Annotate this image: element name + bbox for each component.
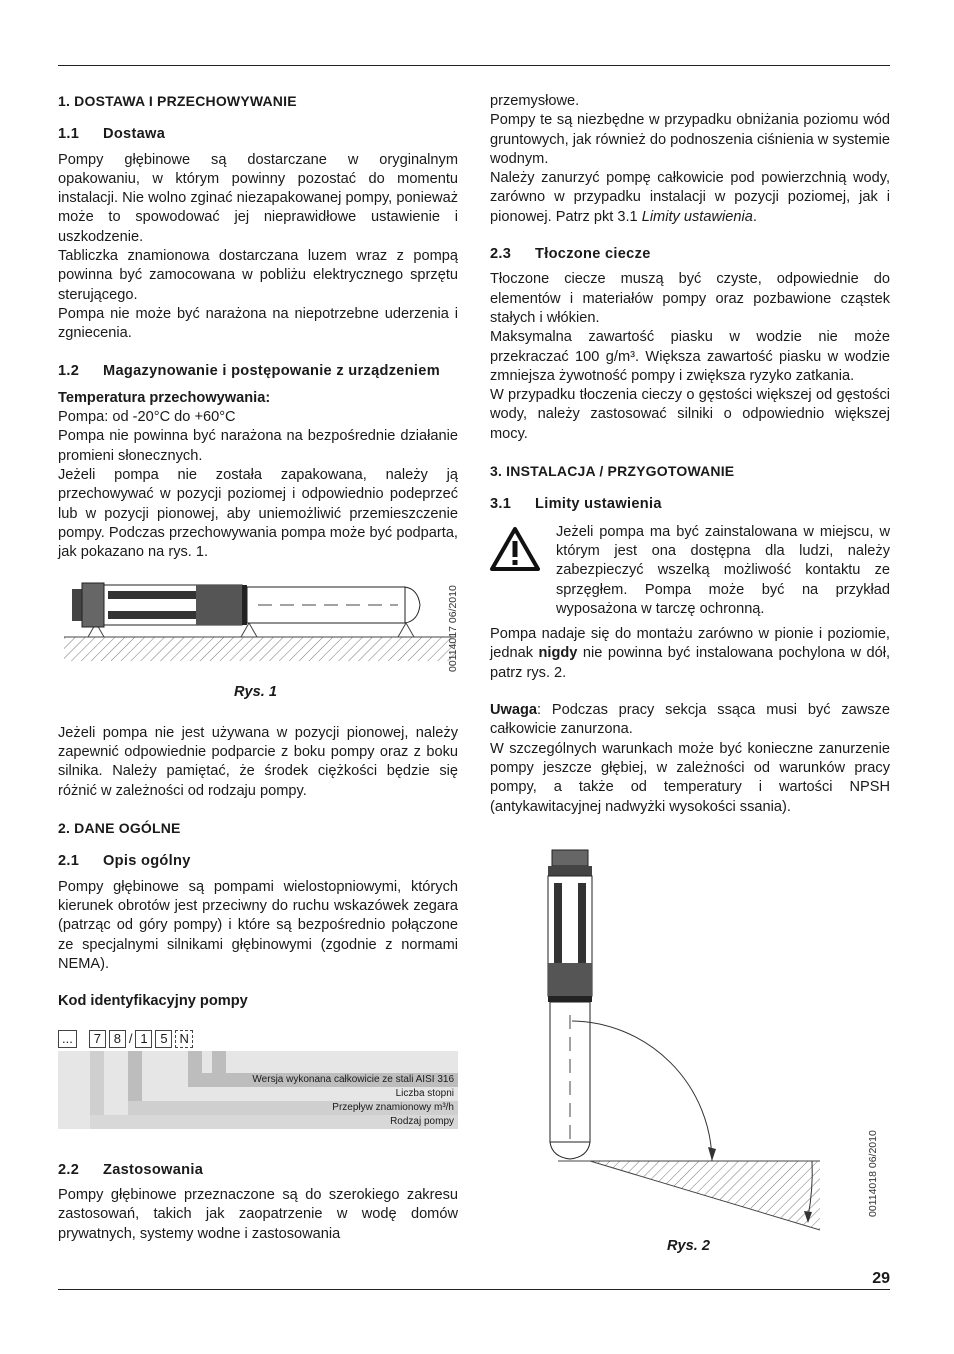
section-number: 2.2	[58, 1161, 80, 1178]
paragraph: przemysłowe.	[490, 93, 580, 109]
note-label: Uwaga	[490, 702, 538, 719]
paragraph: Tabliczka znamionowa dostarczana luzem wraz z pompą powinna być zamocowana w pobliżu elektrycznego sprzętu sterującego.	[58, 248, 458, 303]
paragraph: W szczególnych warunkach może być konieczne zanurzenie pompy jeszcze głębiej, w zależności od warunków pracy pompy, a także od temperatury i wartości NPSH (antykawitacyjnej nadwyżki wysokości ssania).	[490, 740, 890, 815]
top-rule	[58, 65, 890, 66]
paragraph: Pompy te są niezbędne w przypadku obniżania poziomu wód gruntowych, jak również do podnoszenia ciśnienia w systemie wodnym.	[490, 112, 890, 167]
code-row	[58, 1029, 458, 1048]
paragraph: Jeżeli pompa nie jest używana w pozycji pionowej, należy zapewnić odpowiednie podparcie z boku pompy oraz z boku silnika. Należy pamiętać, że środek ciężkości będzie się różnić w zależności od rodzaju pompy.	[58, 724, 458, 799]
note-text: : Podczas pracy sekcja ssąca musi być zawsze całkowicie zanurzona.	[490, 702, 890, 738]
vertical-pump-drawing	[490, 845, 890, 1235]
section-2-title: 2. DANE OGÓLNE	[58, 820, 181, 837]
section-number: 1.2	[58, 362, 80, 379]
section-1-1-heading	[58, 125, 458, 144]
section-1-2-title: Magazynowanie i postępowanie z urządzeniem	[103, 362, 440, 379]
section-1-1-title: Dostawa	[103, 126, 166, 143]
page-number: 29	[872, 1270, 890, 1287]
paragraph: W przypadku tłoczenia cieczy o gęstości większej od gęstości wody, należy zastosować silniki o odpowiednio większej mocy.	[490, 387, 890, 442]
code-legend	[58, 1051, 458, 1147]
figure-1-code: 00114017 06/2010	[447, 584, 459, 672]
legend-item: Liczba stopni	[395, 1087, 454, 1099]
right-column	[490, 92, 890, 817]
cross-reference: Limity ustawienia	[641, 208, 753, 225]
section-3-title: 3. INSTALACJA / PRZYGOTOWANIE	[490, 463, 735, 480]
legend-item: Rodzaj pompy	[390, 1115, 454, 1127]
paragraph: Maksymalna zawartość piasku w wodzie nie może przekraczać 100 g/m³. Większa zawartość piasku w wodzie zmniejsza żywotność pompy i zwiększa ryzyko zatkania.	[490, 329, 890, 384]
section-2-1-heading	[58, 852, 458, 871]
temp-label: Temperatura przechowywania:	[58, 389, 271, 406]
section-number: 1.1	[58, 126, 80, 143]
legend-item: Przepływ znamionowy m³/h	[332, 1101, 454, 1113]
code-title: Kod identyfikacyjny pompy	[58, 993, 248, 1010]
figure-1	[58, 575, 458, 697]
paragraph: Pompy głębinowe są pompami wielostopniowymi, których kierunek obrotów jest przeciwny do ruchu wskazówek zegara (patrząc od góry pompy) i które są bezpośrednio połączone ze specjalnymi silnikami głębinowymi (zgodnie z normami NEMA).	[58, 878, 458, 972]
section-2-3-heading	[490, 245, 890, 264]
text-run: Należy zanurzyć pompę całkowicie pod powierzchnią wody, zarówno w przypadku instalacji w pozycji poziomej, jak i pionowej. Patrz pkt 3.1	[490, 170, 890, 225]
code-box: 5	[155, 1030, 172, 1048]
note	[490, 701, 890, 740]
figure-1-caption: Rys. 1	[234, 683, 277, 700]
figure-2-caption: Rys. 2	[667, 1238, 710, 1254]
paragraph: Pompa nie powinna być narażona na bezpośrednie działanie promieni słonecznych.	[58, 428, 458, 464]
section-2-1-title: Opis ogólny	[103, 853, 191, 870]
section-number: 2.3	[490, 246, 512, 263]
text-run: Pompa nadaje się do montażu zarówno w pionie i poziomie, jednak	[490, 626, 890, 662]
code-separator: /	[128, 1031, 133, 1047]
section-3-1-heading	[490, 495, 890, 514]
paragraph: Pompy głębinowe przeznaczone są do szerokiego zakresu zastosowań, takich jak zaopatrzenie w wodę domów prywatnych, systemy wodne i zastosowania	[58, 1186, 458, 1242]
left-column	[58, 92, 458, 1244]
emphasis: nigdy	[538, 645, 578, 662]
paragraph: Pompy głębinowe są dostarczane w oryginalnym opakowaniu, w którym powinny pozostać do momentu instalacji. Nie wolno zginać niezapakowanej pompy, ponieważ może to spowodować jej nieprawidłowe ustawienie i uszkodzenie.	[58, 151, 458, 245]
figure-2-code: 00114018 06/2010	[867, 1130, 879, 1217]
horizontal-pump-drawing	[58, 575, 458, 675]
text-run: nie powinna być instalowana pochylona w dół, patrz rys. 2.	[490, 645, 891, 681]
section-1-title: 1. DOSTAWA I PRZECHOWYWANIE	[58, 93, 297, 109]
section-1-2-heading	[58, 362, 458, 381]
paragraph: Tłoczone ciecze muszą być czyste, odpowiednie do elementów i materiałów pompy oraz pozbawione cząstek stałych i włókien.	[490, 271, 890, 326]
code-box: 7	[89, 1030, 106, 1048]
paragraph: Jeżeli pompa nie została zapakowana, należy ją przechowywać w pozycji poziomej i odpowiednio podeprzeć lub w pozycji pionowej, aby uniemożliwić przemieszczenie pompy. Podczas przechowywania pompa może być podparta, jak pokazano na rys. 1.	[58, 467, 458, 561]
temp-value: Pompa: od -20°C do +60°C	[58, 409, 236, 426]
section-number: 2.1	[58, 853, 80, 870]
warning-text: Jeżeli pompa ma być zainstalowana w miejscu, w którym jest ona dostępna dla ludzi, należy zabezpieczyć wszelką możliwość kontaktu ze sprzęgłem. Pompa może być na przykład wyposażona w tarczę ochronną.	[556, 523, 890, 617]
paragraph: Pompa nie może być narażona na niepotrzebne uderzenia i zgniecenia.	[58, 305, 458, 342]
paragraph	[490, 169, 890, 227]
legend-item: Wersja wykonana całkowicie ze stali AISI 316	[252, 1073, 454, 1085]
legend-text	[252, 1073, 454, 1129]
section-2-2-title: Zastosowania	[103, 1161, 204, 1178]
code-box: N	[175, 1030, 192, 1048]
code-box: 1	[135, 1030, 152, 1048]
paragraph	[490, 625, 890, 683]
code-box: 8	[109, 1030, 126, 1048]
bottom-rule	[58, 1289, 890, 1290]
figure-2	[490, 845, 890, 1254]
text-run: .	[752, 208, 757, 225]
section-2-2-heading	[58, 1161, 458, 1180]
code-box: ...	[58, 1030, 77, 1048]
section-3-1-title: Limity ustawienia	[535, 496, 662, 513]
warning-icon	[490, 523, 542, 619]
warning-block	[490, 523, 890, 619]
section-2-3-title: Tłoczone ciecze	[535, 246, 651, 263]
section-number: 3.1	[490, 496, 512, 513]
